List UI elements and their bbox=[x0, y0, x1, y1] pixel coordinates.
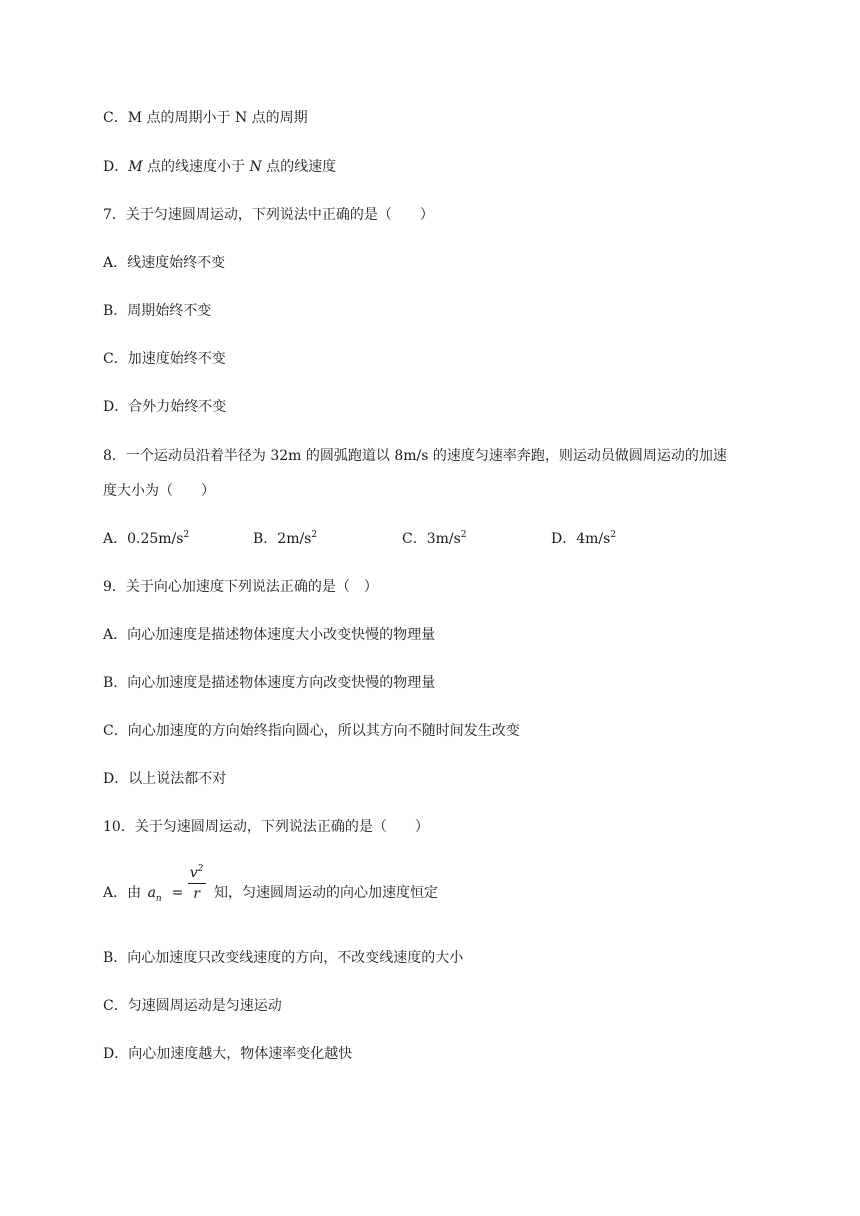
superscript: 2 bbox=[311, 530, 318, 540]
question-10-option-b: B．向心加速度只改变线速度的方向，不改变线速度的大小 bbox=[103, 950, 464, 966]
question-10-option-c: C．匀速圆周运动是匀速运动 bbox=[103, 998, 282, 1014]
option-suffix: 知，匀速圆周运动的向心加速度恒定 bbox=[209, 885, 439, 901]
question-7-option-d: D．合外力始终不变 bbox=[103, 399, 227, 415]
question-9-option-a: A．向心加速度是描述物体速度大小改变快慢的物理量 bbox=[103, 627, 436, 643]
question-7-option-b: B．周期始终不变 bbox=[103, 303, 212, 319]
formula-equals: = bbox=[171, 885, 184, 901]
question-8-option-b bbox=[253, 529, 317, 549]
option-text: D．4m/s bbox=[551, 531, 611, 547]
formula-a: $a_n$ bbox=[147, 885, 162, 904]
question-8-stem-line-1: 8．一个运动员沿着半径为 32m 的圆弧跑道以 8m/s 的速度匀速率奔跑，则运动员做圆周运动的加速 bbox=[103, 448, 727, 464]
question-6-option-c: C．M 点的周期小于 N 点的周期 bbox=[103, 110, 308, 126]
question-9-option-d: D．以上说法都不对 bbox=[103, 771, 227, 787]
superscript: 2 bbox=[183, 530, 190, 540]
option-text: B．2m/s bbox=[253, 531, 312, 547]
question-10-option-a bbox=[103, 864, 439, 904]
question-9-option-c: C．向心加速度的方向始终指向圆心，所以其方向不随时间发生改变 bbox=[103, 723, 520, 739]
formula-denominator: r bbox=[193, 886, 200, 902]
superscript: 2 bbox=[460, 530, 467, 540]
question-10-option-d: D．向心加速度越大，物体速率变化越快 bbox=[103, 1046, 353, 1062]
superscript: 2 bbox=[610, 530, 617, 540]
acceleration-formula bbox=[146, 864, 210, 904]
question-9-option-b: B．向心加速度是描述物体速度方向改变快慢的物理量 bbox=[103, 675, 436, 691]
option-text: C．3m/s bbox=[402, 531, 461, 547]
formula-numerator: $v^2$ bbox=[189, 864, 204, 881]
text: 点的线速度小于 bbox=[142, 159, 250, 175]
formula-fraction bbox=[188, 863, 206, 904]
question-6-option-d bbox=[103, 157, 336, 177]
question-7-option-a: A．线速度始终不变 bbox=[103, 255, 226, 271]
question-10-stem: 10．关于匀速圆周运动，下列说法正确的是（ ） bbox=[103, 819, 429, 835]
point-m: M bbox=[128, 159, 143, 175]
point-n: N bbox=[249, 159, 262, 175]
question-8-stem-line-2: 度大小为（ ） bbox=[103, 483, 215, 499]
question-7-option-c: C．加速度始终不变 bbox=[103, 351, 226, 367]
question-9-stem: 9．关于向心加速度下列说法正确的是（ ） bbox=[103, 579, 378, 595]
option-prefix: A．由 bbox=[103, 885, 146, 901]
option-text: A．0.25m/s bbox=[103, 531, 184, 547]
text: 点的线速度 bbox=[261, 159, 337, 175]
question-8-option-a bbox=[103, 529, 189, 549]
question-7-stem: 7．关于匀速圆周运动，下列说法中正确的是（ ） bbox=[103, 207, 434, 223]
option-letter: D． bbox=[103, 159, 129, 175]
question-8-option-d bbox=[551, 529, 616, 549]
question-8-option-c bbox=[402, 529, 467, 549]
